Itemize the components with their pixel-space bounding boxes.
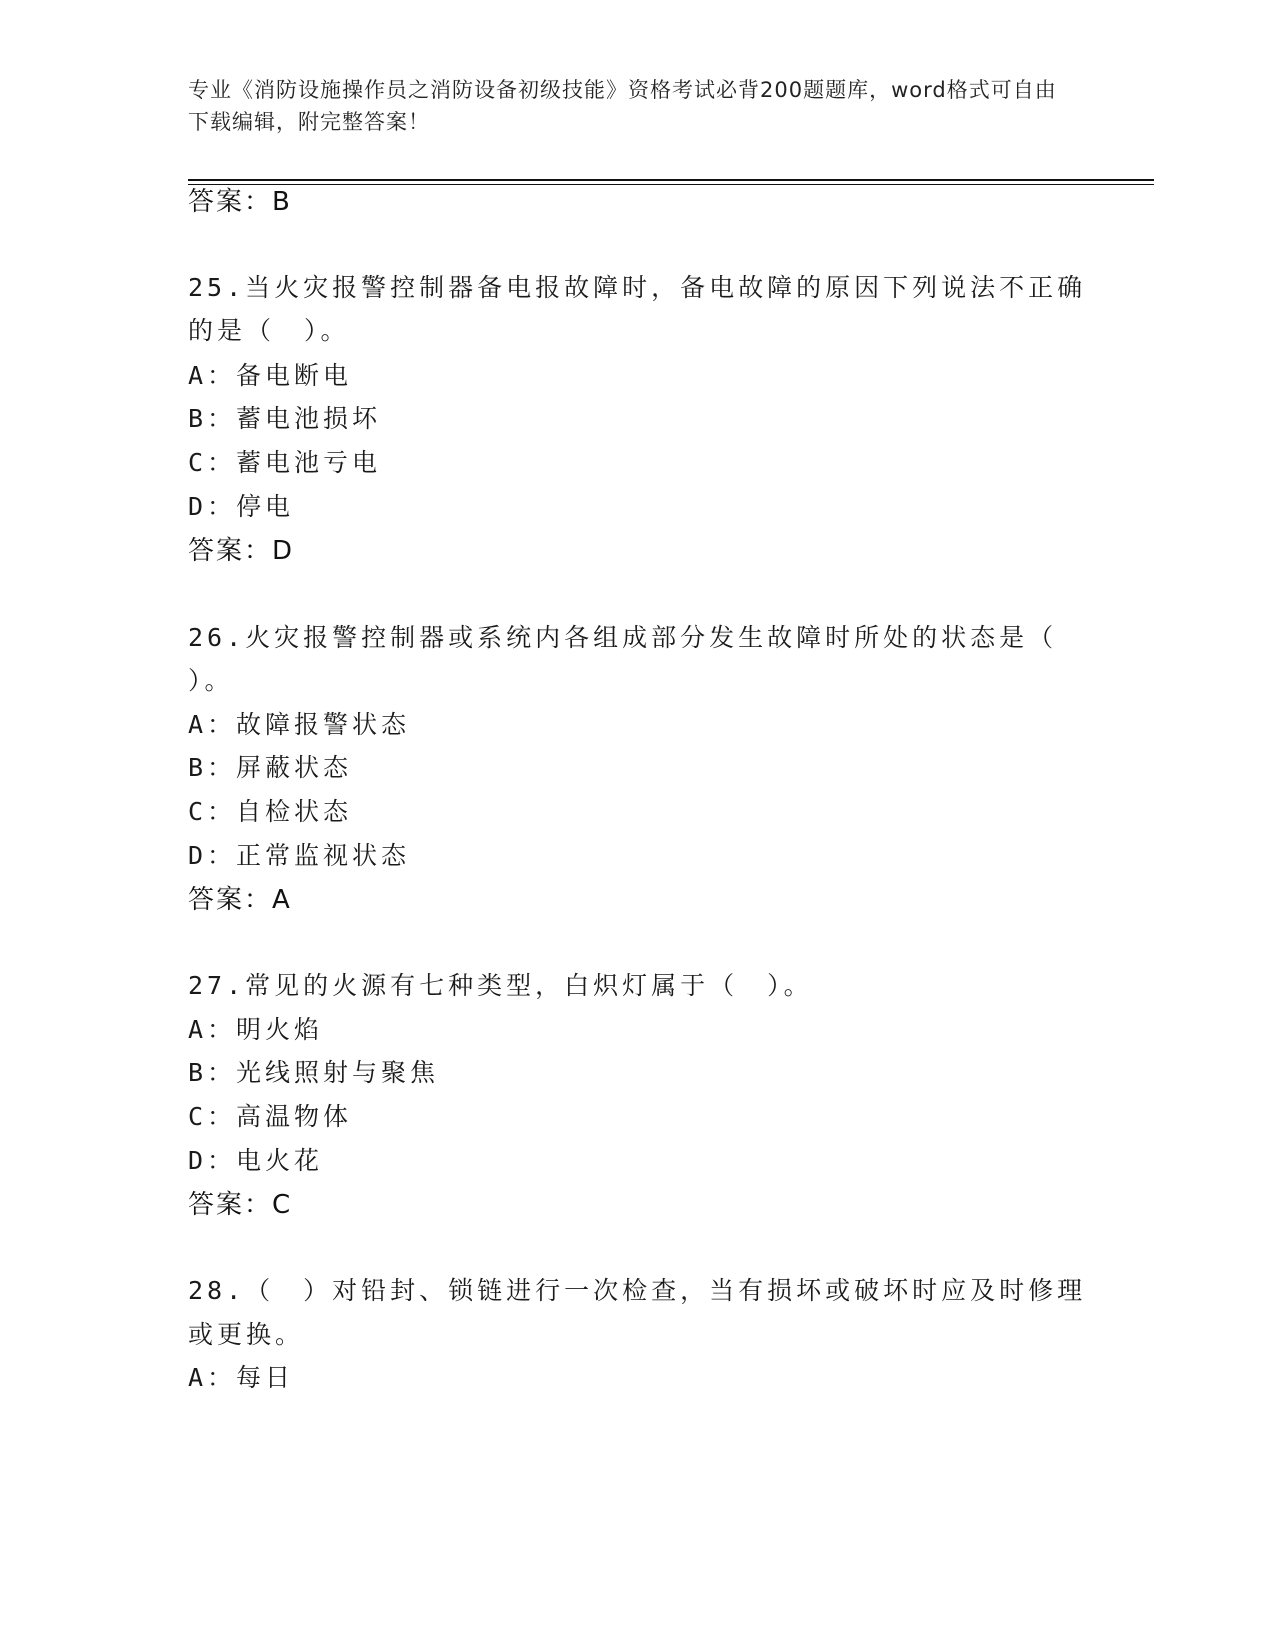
q26-stem-line1: 26.火灾报警控制器或系统内各组成部分发生故障时所处的状态是（: [188, 623, 1058, 652]
q25-stem-line1: 25.当火灾报警控制器备电报故障时，备电故障的原因下列说法不正确: [188, 273, 1087, 302]
q25-answer: 答案：D: [188, 536, 295, 566]
q28-stem-line2: 或更换。: [188, 1320, 305, 1349]
q25-option-b: B：蓄电池损坏: [188, 404, 382, 433]
q25-option-c: C：蓄电池亏电: [188, 448, 382, 477]
answer-prev: 答案：B: [188, 187, 292, 217]
q28-option-a: A：每日: [188, 1363, 295, 1392]
q26-stem-line2: ）。: [188, 666, 234, 695]
q26-option-c: C：自检状态: [188, 797, 353, 826]
header-rule-thick: [188, 179, 1154, 181]
q27-option-b: B：光线照射与聚焦: [188, 1058, 440, 1087]
header-rule-thin: [188, 184, 1154, 185]
q26-option-d: D：正常监视状态: [188, 841, 411, 870]
q27-answer: 答案：C: [188, 1190, 293, 1220]
q27-option-a: A：明火焰: [188, 1015, 324, 1044]
q28-stem-line1: 28.（ ）对铅封、锁链进行一次检查，当有损坏或破坏时应及时修理: [188, 1276, 1087, 1305]
q27-option-c: C：高温物体: [188, 1102, 353, 1131]
q25-option-d: D：停电: [188, 492, 295, 521]
q27-option-d: D：电火花: [188, 1146, 324, 1175]
page-header-text: 专业《消防设施操作员之消防设备初级技能》资格考试必背200题题库，word格式可自由下载编辑，附完整答案！: [188, 78, 1057, 134]
q26-option-b: B：屏蔽状态: [188, 753, 353, 782]
q25-option-a: A：备电断电: [188, 361, 353, 390]
q26-option-a: A：故障报警状态: [188, 710, 411, 739]
q25-stem-line2: 的是（ ）。: [188, 316, 350, 345]
q26-answer: 答案：A: [188, 885, 292, 915]
q27-stem-line1: 27.常见的火源有七种类型，白炽灯属于（ ）。: [188, 971, 813, 1000]
